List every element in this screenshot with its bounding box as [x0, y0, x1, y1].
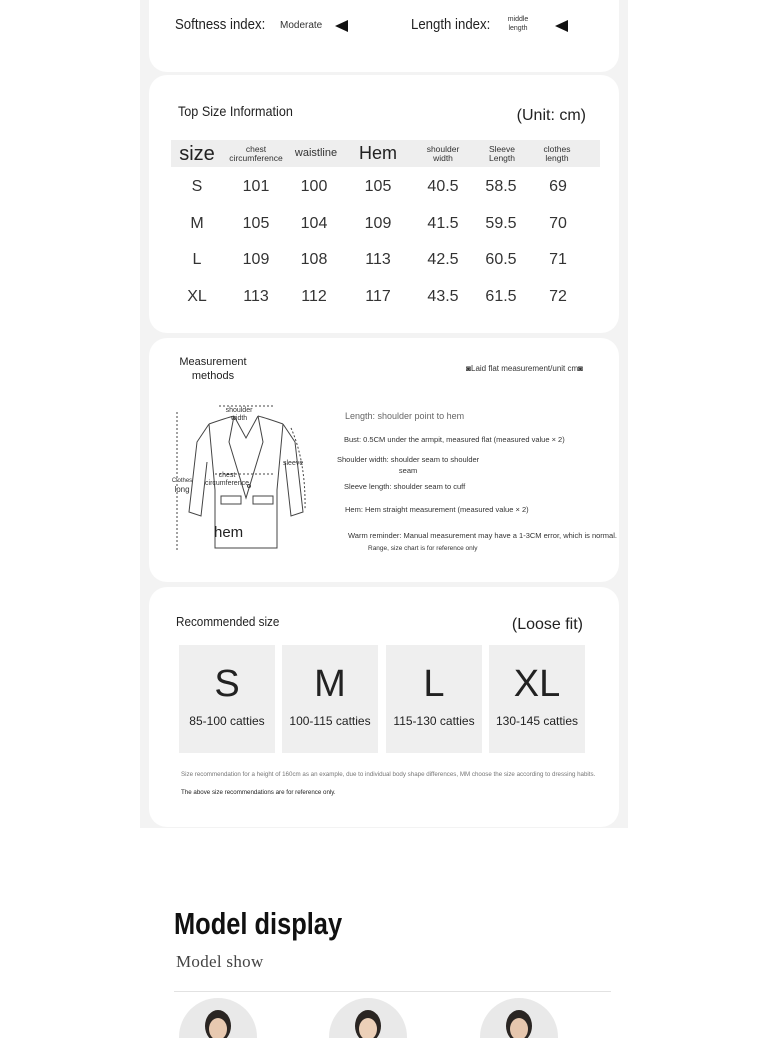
size-card-letter: M: [314, 663, 346, 705]
size-info-card: [149, 75, 619, 333]
header-size: size: [179, 142, 215, 165]
size-card-range: 115-130 catties: [393, 714, 475, 728]
model-head-icon: [480, 998, 558, 1038]
cell-sleeve: 58.5: [485, 178, 517, 195]
header-sleeve-line2: Length: [489, 152, 515, 163]
header-sleeve-line1: Sleeve: [489, 143, 515, 154]
header-clothes-line1: clothes: [543, 143, 571, 154]
cell-hem: 109: [364, 215, 392, 232]
model-photo-2[interactable]: [329, 998, 407, 1038]
diagram-sleeve-label: sleeve: [283, 460, 304, 467]
size-table-unit: (Unit: cm): [516, 107, 586, 124]
size-table-header: [171, 140, 600, 167]
diagram-hem-label: hem: [214, 524, 244, 541]
softness-label: Softness index:: [175, 16, 266, 33]
cell-sleeve: 60.5: [485, 251, 517, 268]
model-head-icon: [179, 998, 257, 1038]
size-card-range: 100-115 catties: [289, 714, 371, 728]
model-photo-1[interactable]: [179, 998, 257, 1038]
warm-reminder: Warm reminder: Manual measurement may have a 1-3CM error, which is normal.: [348, 531, 617, 540]
cell-waist: 104: [300, 215, 328, 232]
size-card-range: 85-100 catties: [189, 714, 265, 728]
fabric-index-card: [149, 0, 619, 72]
hem-method: Hem: Hem straight measurement (measured value × 2): [345, 505, 529, 514]
length-label: Length index:: [411, 16, 491, 33]
header-shoulder-line1: shoulder: [426, 143, 460, 154]
softness-value: Moderate: [280, 20, 323, 31]
size-card-letter: L: [423, 663, 445, 705]
header-hem: Hem: [358, 143, 398, 164]
cell-waist: 112: [301, 288, 327, 305]
header-chest: [229, 140, 282, 167]
header-shoulder-line2: width: [433, 152, 453, 163]
length-indicator-icon: [555, 20, 568, 32]
cell-length: 70: [549, 215, 567, 232]
shoulder-method-line1: Shoulder width: shoulder seam to shoulder: [337, 455, 480, 464]
recommended-title: Recommended size: [176, 614, 280, 629]
cell-length: 71: [549, 251, 567, 268]
cell-chest: 105: [242, 215, 270, 232]
softness-indicator-icon: [335, 20, 348, 32]
cell-size: L: [192, 251, 202, 268]
size-table-title: Top Size Information: [178, 103, 293, 119]
bust-method: Bust: 0.5CM under the armpit, measured flat (measured value × 2): [344, 435, 565, 444]
cell-shoulder: 41.5: [427, 215, 459, 232]
cell-hem: 105: [364, 178, 392, 195]
size-card-xl: [489, 645, 585, 753]
header-waist: waistline: [294, 146, 338, 159]
measurement-title: [177, 355, 249, 384]
size-card-s: [179, 645, 275, 753]
diagram-chest-line2: circumference: [205, 480, 249, 488]
header-shoulder: [427, 140, 460, 167]
diagram-clothes-line2: long: [174, 484, 190, 494]
cell-length: 69: [549, 178, 567, 195]
header-sleeve: [489, 140, 515, 167]
diagram-clothes-label: [171, 478, 193, 494]
cell-shoulder: 43.5: [427, 288, 459, 305]
cell-hem: 117: [365, 288, 391, 305]
measurement-title-line1: Measurement: [179, 356, 247, 368]
diagram-clothes-line1: Clothes: [171, 478, 193, 484]
recommended-note-2: The above size recommendations are for reference only.: [181, 789, 336, 796]
cell-size: XL: [187, 288, 207, 305]
measurement-note: ◙Laid flat measurement/unit cm◙: [466, 364, 583, 373]
shoulder-method-line2: seam: [398, 465, 418, 475]
size-card-l: [386, 645, 482, 753]
header-clothes-line2: length: [545, 152, 569, 163]
cell-size: M: [190, 215, 204, 232]
cell-chest: 101: [242, 178, 270, 195]
warm-reminder-range: Range, size chart is for reference only: [368, 545, 478, 552]
shoulder-method: [337, 455, 479, 476]
cell-sleeve: 61.5: [485, 288, 517, 305]
measurement-title-line2: methods: [191, 370, 235, 383]
size-card-range: 130-145 catties: [495, 714, 579, 728]
recommended-fit: (Loose fit): [511, 616, 583, 633]
model-display-subtitle: Model show: [176, 952, 264, 971]
section-divider: [174, 991, 611, 992]
measurement-card: [149, 338, 619, 582]
cell-waist: 108: [300, 251, 328, 268]
header-chest-line1: chest: [245, 143, 267, 154]
model-display-title: Model display: [174, 906, 343, 941]
cell-waist: 100: [300, 178, 328, 195]
diagram-shoulder-line2: width: [230, 415, 248, 423]
length-method: Length: shoulder point to hem: [345, 411, 465, 421]
cell-chest: 109: [242, 251, 270, 268]
diagram-chest-line1: chest: [218, 472, 236, 479]
cell-length: 72: [549, 288, 567, 305]
diagram-shoulder-line1: shoulder: [225, 407, 253, 414]
length-value-line1: middle: [507, 16, 529, 23]
length-value: [501, 15, 535, 34]
recommended-note-1: Size recommendation for a height of 160cm as an example, due to individual body shape differences, MM choose the size according to dressing habits.: [181, 771, 596, 778]
length-value-line2: length: [508, 25, 528, 33]
cell-chest: 113: [243, 288, 269, 305]
model-head-icon: [329, 998, 407, 1038]
cell-hem: 113: [365, 251, 391, 268]
size-card-letter: S: [214, 663, 240, 705]
sleeve-method: Sleeve length: shoulder seam to cuff: [344, 482, 466, 491]
size-card-letter: XL: [513, 663, 561, 705]
cell-shoulder: 42.5: [427, 251, 459, 268]
model-photo-3[interactable]: [480, 998, 558, 1038]
diagram-chest-label: [204, 472, 250, 488]
cell-shoulder: 40.5: [427, 178, 459, 195]
header-clothes-length: [544, 140, 571, 167]
cell-sleeve: 59.5: [485, 215, 517, 232]
header-chest-line2: circumference: [229, 152, 283, 163]
diagram-shoulder-label: [225, 407, 253, 423]
cell-size: S: [191, 178, 203, 195]
size-card-m: [282, 645, 378, 753]
